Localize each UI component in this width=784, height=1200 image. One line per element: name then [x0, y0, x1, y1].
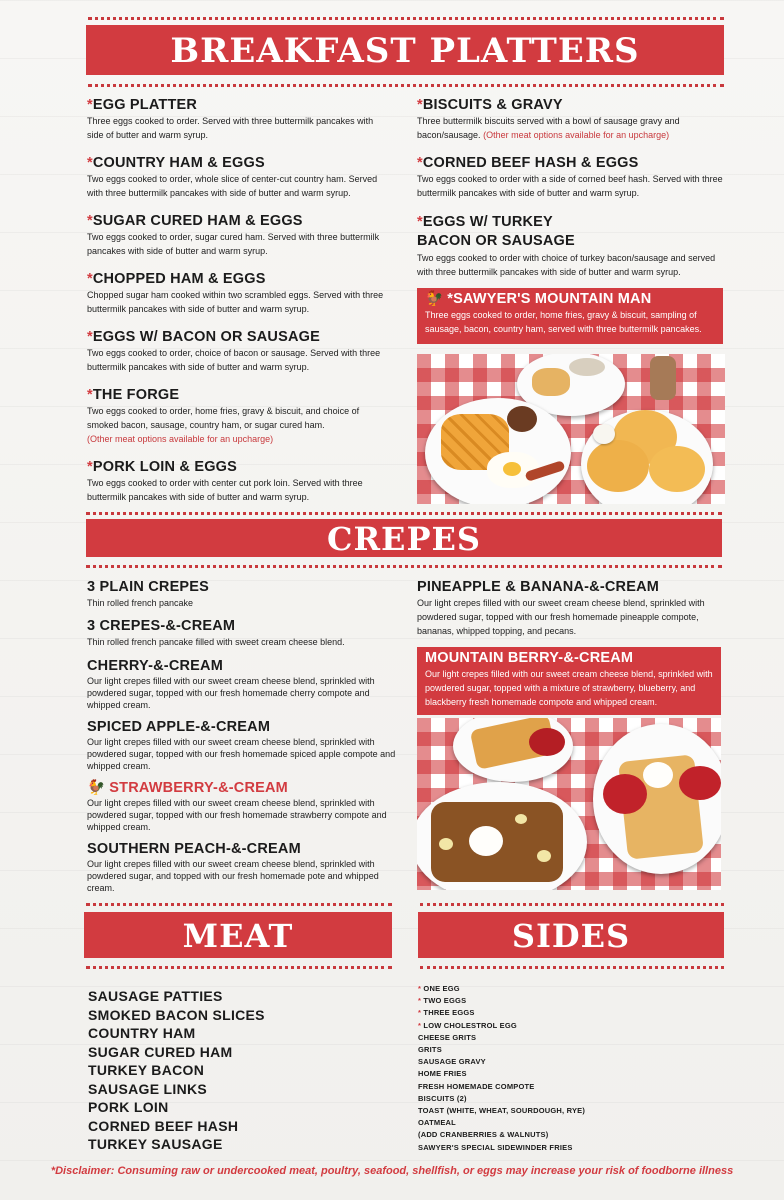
- menu-item: [87, 387, 387, 450]
- item-description: Thin rolled french pancake: [87, 598, 194, 608]
- item-title: *THE FORGE: [87, 387, 180, 403]
- item-description: Two eggs cooked to order, home fries, gravy & biscuit, and choice of smoked bacon, sausage, country ham, or sugar cured ham. (Other meat options available for an upcharge): [87, 406, 360, 444]
- item-title: SPICED APPLE-&-CREAM: [87, 719, 271, 735]
- list-item: CORNED BEEF HASH: [88, 1117, 239, 1134]
- item-description: Two eggs cooked to order, sugar cured ham. Served with three buttermilk pancakes with side of butter and warm syrup.: [87, 232, 380, 256]
- pancake: [587, 440, 649, 492]
- featured-item-mountain-berry: [417, 647, 721, 715]
- featured-item-mountain-man: [417, 288, 723, 344]
- list-item: GRITS: [418, 1045, 442, 1055]
- upcharge-note: (Other meat options available for an upcharge): [483, 130, 670, 140]
- sausage-patty: [507, 406, 537, 432]
- crepes-banner: [86, 519, 722, 557]
- list-item: * TWO EGGS: [418, 996, 467, 1006]
- list-item: SMOKED BACON SLICES: [88, 1006, 265, 1023]
- item-description: Our light crepes filled with our sweet cream cheese blend, sprinkled with powdered sugar, topped with our fresh homemade strawberry compote and whipped cream.: [87, 798, 387, 832]
- item-description: Three eggs cooked to order, home fries, gravy & biscuit, sampling of sausage, bacon, country ham, served with three buttermilk pancakes.: [425, 310, 702, 334]
- menu-item: [417, 213, 727, 279]
- gravy-bowl: [569, 358, 605, 376]
- list-item: PORK LOIN: [88, 1099, 169, 1115]
- list-item: (ADD CRANBERRIES & WALNUTS): [418, 1130, 549, 1140]
- item-title: PINEAPPLE & BANANA-&-CREAM: [417, 579, 660, 595]
- item-description: Our light crepes filled with our sweet cream cheese blend, sprinkled with powdered sugar, topped with a mixture of strawberry, blueberry, and blackberry fresh homemade compote and whipped cream.: [425, 669, 713, 707]
- item-title: CHERRY-&-CREAM: [87, 658, 223, 674]
- menu-item: [87, 459, 387, 508]
- menu-item: [87, 719, 397, 777]
- breakfast-platter-photo: [417, 354, 725, 504]
- list-item: FRESH HOMEMADE COMPOTE: [418, 1081, 535, 1091]
- section-title: BREAKFAST PLATTERS: [170, 31, 640, 71]
- menu-item: [87, 271, 387, 320]
- whipped-cream: [469, 826, 503, 856]
- dotted-divider: [86, 565, 722, 568]
- menu-item: [87, 155, 387, 204]
- menu-item: [87, 618, 397, 655]
- sides-banner: [418, 912, 724, 958]
- list-item: HOME FRIES: [418, 1069, 467, 1079]
- strawberry-topping: [529, 728, 565, 756]
- meat-banner: [84, 912, 392, 958]
- dotted-divider: [86, 512, 722, 515]
- list-item: * THREE EGGS: [418, 1008, 475, 1018]
- crepes-left-column: [87, 579, 397, 899]
- dotted-divider: [86, 903, 392, 906]
- menu-item: [87, 97, 387, 146]
- list-item: BISCUITS (2): [418, 1093, 467, 1103]
- breakfast-left-column: [87, 97, 387, 508]
- list-item: TURKEY SAUSAGE: [88, 1136, 223, 1152]
- item-title: *EGGS W/ TURKEY BACON OR SAUSAGE: [417, 214, 575, 249]
- banana-slice: [439, 838, 453, 850]
- item-description: Our light crepes filled with our sweet cream cheese blend, sprinkled with powdered sugar, topped with our fresh homemade cherry compote and whipped cream.: [87, 676, 375, 710]
- menu-item: [87, 579, 397, 616]
- strawberry-topping: [679, 766, 721, 800]
- menu-item: [87, 658, 397, 716]
- rooster-icon: 🐓: [87, 780, 106, 796]
- breakfast-right-column: [417, 97, 727, 344]
- menu-item: [417, 97, 727, 146]
- list-item: SUGAR CURED HAM: [88, 1043, 233, 1060]
- menu-item: [87, 329, 387, 378]
- list-item: * LOW CHOLESTROL EGG: [418, 1020, 517, 1030]
- menu-item: [87, 780, 397, 838]
- item-title: SOUTHERN PEACH-&-CREAM: [87, 841, 301, 857]
- dotted-divider: [86, 966, 392, 969]
- menu-item: [87, 213, 387, 262]
- section-title: CREPES: [326, 520, 481, 558]
- syrup-jar: [650, 356, 676, 400]
- item-title: *CHOPPED HAM & EGGS: [87, 271, 266, 287]
- item-description: Our light crepes filled with our sweet cream cheese blend, sprinkled with powdered sugar, topped with our fresh homemade spiced apple compote and whipped cream.: [87, 737, 396, 771]
- list-item: TURKEY BACON: [88, 1062, 205, 1078]
- list-item: SAUSAGE LINKS: [88, 1080, 208, 1097]
- item-description: Our light crepes filled with our sweet cream cheese blend, sprinkled with powdered sugar, and topped with our fresh homemade pote and whipped cream.: [87, 859, 379, 893]
- item-title: MOUNTAIN BERRY-&-CREAM: [425, 650, 634, 666]
- banana-slice: [537, 850, 551, 862]
- list-item: SAWYER'S SPECIAL SIDEWINDER FRIES: [418, 1142, 573, 1152]
- item-title: *EGGS W/ BACON OR SAUSAGE: [87, 329, 320, 345]
- dotted-divider: [88, 84, 724, 87]
- pancake: [649, 446, 705, 492]
- item-description: Our light crepes filled with our sweet cream cheese blend, sprinkled with powdered sugar, topped with our fresh homemade pineapple compote, bananas, whipped topping, and pecans.: [417, 598, 705, 636]
- list-item: TOAST (WHITE, WHEAT, SOURDOUGH, RYE): [418, 1106, 586, 1116]
- dotted-divider: [420, 966, 724, 969]
- list-item: SAUSAGE PATTIES: [88, 988, 223, 1004]
- item-title: 3 CREPES-&-CREAM: [87, 618, 236, 634]
- whipped-cream: [643, 762, 673, 788]
- crepes-photo: [417, 718, 721, 890]
- meat-list: [88, 987, 388, 1154]
- item-title: *BISCUITS & GRAVY: [417, 97, 563, 113]
- item-description: Two eggs cooked to order, choice of bacon or sausage. Served with three buttermilk pancakes with side of butter and warm syrup.: [87, 348, 381, 372]
- section-title: MEAT: [182, 917, 294, 955]
- list-item: OATMEAL: [418, 1118, 456, 1128]
- list-item: SAUSAGE GRAVY: [418, 1057, 486, 1067]
- item-description: Three buttermilk biscuits served with a bowl of sausage gravy and bacon/sausage. (Other meat options available for an upcharge): [417, 116, 680, 140]
- item-title: *EGG PLATTER: [87, 97, 198, 113]
- dotted-divider: [88, 17, 724, 20]
- item-title: *SUGAR CURED HAM & EGGS: [87, 213, 303, 229]
- item-title: *PORK LOIN & EGGS: [87, 459, 238, 475]
- section-title: SIDES: [511, 917, 631, 955]
- item-title: *CORNED BEEF HASH & EGGS: [417, 155, 639, 171]
- menu-item: [87, 841, 397, 899]
- item-description: Two eggs cooked to order, whole slice of center-cut country ham. Served with three buttermilk pancakes with side of butter and warm syrup.: [87, 174, 378, 198]
- item-title: 🐓 STRAWBERRY-&-CREAM: [87, 780, 288, 796]
- menu-item: [417, 155, 727, 204]
- banana-slice: [515, 814, 527, 824]
- item-description: Two eggs cooked to order with a side of corned beef hash. Served with three buttermilk pancakes with side of butter and warm syrup.: [417, 174, 723, 198]
- item-description: Chopped sugar ham cooked within two scrambled eggs. Served with three buttermilk pancakes with side of butter and warm syrup.: [87, 290, 384, 314]
- strawberry-topping: [603, 774, 647, 814]
- dotted-divider: [420, 903, 724, 906]
- butter-cup: [593, 424, 615, 444]
- item-title: *COUNTRY HAM & EGGS: [87, 155, 265, 171]
- upcharge-note: (Other meat options available for an upcharge): [87, 434, 274, 444]
- breakfast-banner: [86, 25, 724, 75]
- egg-yolk: [503, 462, 521, 476]
- item-description: Two eggs cooked to order with choice of turkey bacon/sausage and served with three buttermilk pancakes with side of butter and warm syrup.: [417, 253, 716, 277]
- disclaimer: *Disclaimer: Consuming raw or undercooked meat, poultry, seafood, shellfish, or eggs may increase your risk of foodborne illness: [50, 1165, 734, 1177]
- biscuit: [532, 368, 570, 396]
- item-title: 🐓 *SAWYER'S MOUNTAIN MAN: [425, 291, 652, 307]
- item-description: Three eggs cooked to order. Served with three buttermilk pancakes with side of butter and warm syrup.: [87, 116, 374, 140]
- list-item: COUNTRY HAM: [88, 1025, 196, 1041]
- list-item: * ONE EGG: [418, 984, 460, 993]
- list-item: CHEESE GRITS: [418, 1032, 477, 1042]
- crepes-right-column: [417, 579, 727, 715]
- menu-item: [417, 579, 727, 641]
- item-description: Two eggs cooked to order with center cut pork loin. Served with three buttermilk pancakes with side of butter and warm syrup.: [87, 478, 363, 502]
- item-title: 3 PLAIN CREPES: [87, 579, 210, 595]
- item-description: Thin rolled french pancake filled with sweet cream cheese blend.: [87, 637, 345, 647]
- sides-list: [418, 983, 718, 1154]
- rooster-icon: 🐓: [425, 291, 444, 307]
